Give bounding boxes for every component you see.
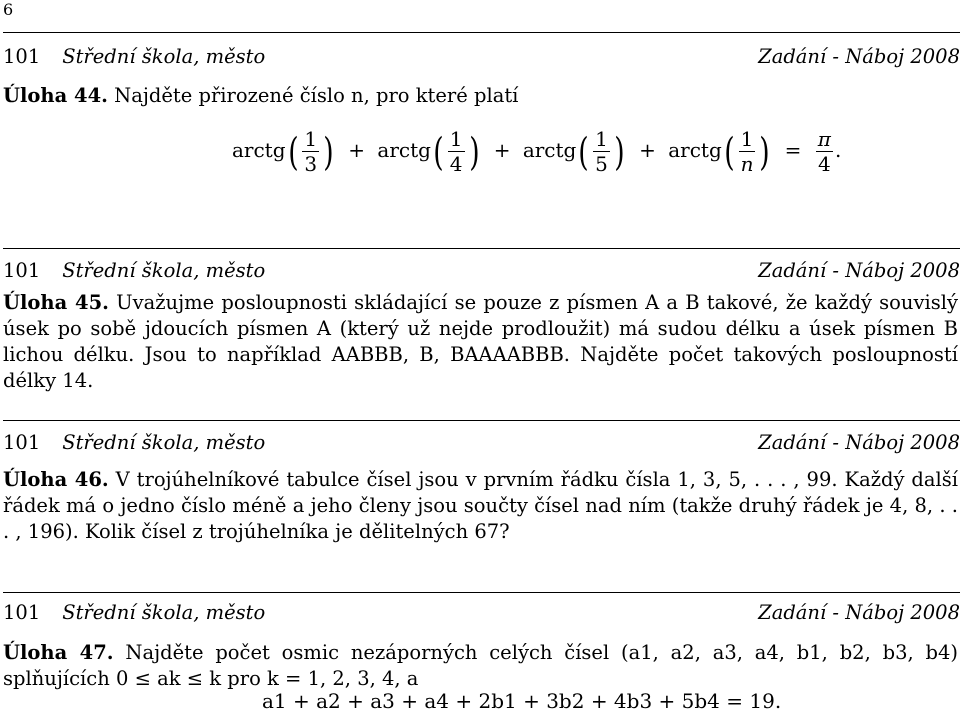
problem-label: Úloha 45. [3,291,109,314]
eq-fn: arctg [232,138,286,162]
problem-text: V trojúhelníkové tabulce čísel jsou v prvním řádku čísla 1, 3, 5, . . . , 99. Každý další řádek má o jedno číslo méně a jeho členy jsou součty čísel nad ním (takže druhý řádek je 4, 8, . . . , 196). Kolik čísel z trojúhelníka je dělitelných 67? [3,468,958,543]
problem-44-equation: arctg( $\frac{1}{3}$ ) + arctg( $\frac{1}{4}$ ) + arctg( $\frac{1}{5}$ ) + arctg( $\frac{1}{n}$ ) = $\frac{\pi}{4}$ . [232,127,842,176]
header-rule [3,32,960,33]
fraction: $\frac{1}{n}$ [740,127,754,176]
problem-47 [3,640,958,692]
header-right: Zadání - Náboj 2008 [758,45,960,68]
fraction: $\frac{1}{3}$ [304,127,318,176]
problem-label: Úloha 46. [3,468,109,491]
header-rule [3,420,960,421]
problem-text: Najděte počet osmic nezáporných celých čísel (a1, a2, a3, a4, b1, b2, b3, b4) splňujících 0 ≤ ak ≤ k pro k = 1, 2, 3, 4, a [3,641,958,690]
problem-text: Najděte přirozené číslo n, pro které platí [114,84,519,107]
problem-label: Úloha 44. [3,84,108,107]
school-name: Střední škola, město [62,45,266,68]
problem-header [3,44,960,70]
problem-47-equation: a1 + a2 + a3 + a4 + 2b1 + 3b2 + 4b3 + 5b4 = 19. [262,689,782,713]
fraction: $\frac{1}{4}$ [449,127,463,176]
problem-header: 101 Střední škola, město Zadání - Náboj 2008 [3,259,960,282]
page-number: 6 [3,0,14,19]
problem-46 [3,467,958,545]
problem-text: Uvažujme posloupnosti skládající se pouze z písmen A a B takové, že každý souvislý úsek po sobě jdoucích písmen A (který už nejde prodloužit) má sudou délku a úsek písmen B lichou délku. Jsou to například AABBB, B, BAAAABBB. Najděte počet takových posloupností délky 14. [3,291,958,392]
problem-header: 101 Střední škola, město Zadání - Náboj 2008 [3,431,960,454]
fraction: $\frac{1}{5}$ [595,127,608,176]
header-rule [3,592,960,593]
problem-45 [3,290,958,394]
header-rule [3,248,960,249]
school-id: 101 [3,45,41,68]
problem-header: 101 Střední škola, město Zadání - Náboj 2008 [3,601,960,624]
fraction-rhs: $\frac{\pi}{4}$ [817,127,831,176]
problem-label: Úloha 47. [3,641,114,664]
problem-44 [3,83,958,109]
